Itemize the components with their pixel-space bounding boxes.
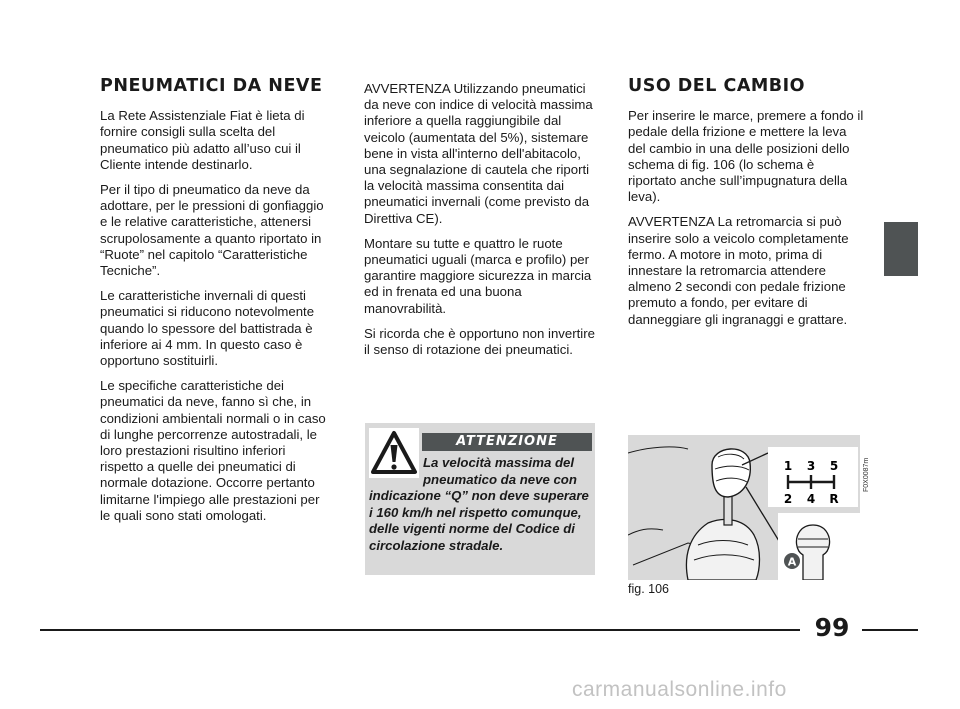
attention-text-block: [369, 455, 591, 554]
gear-3-label: 3: [806, 459, 816, 473]
warning-note-paragraph: AVVERTENZA Utilizzando pneumatici da neve con indice di velocità massima inferiore a quella raggiungibile dal veicolo (aumentata del 5%), sistemare bene in vista all'interno dell'abitacolo, una segnalazione di cautela che riporti la velocità massima consentita dai pneumatici invernali (come previsto da Direttiva CE).: [364, 81, 593, 226]
snow-tyres-section: [100, 78, 332, 533]
footer-rule-left: [40, 629, 800, 631]
snow-tyres-paragraph-2: Per il tipo di pneumatico da neve da adottare, per le pressioni di gonfiaggio e le relative caratteristiche, attenersi scrupolosamente a quanto riportato in “Ruote” nel capitolo “Caratteristiche Tecniche”.: [100, 182, 324, 279]
chapter-tab: [884, 222, 918, 276]
footer-rule-right: [862, 629, 918, 631]
gear-lever-illustration: [628, 435, 860, 580]
gearbox-paragraph-2: AVVERTENZA La retromarcia si può inserire solo a veicolo completamente fermo. A motore in moto, prima di innestare la retromarcia attendere almeno 2 secondi con pedale frizione premuto a fondo, per evitare di danneggiare gli ingranaggi e grattare.: [628, 214, 849, 327]
attention-box: [365, 423, 595, 575]
gearbox-section: [628, 78, 864, 337]
watermark: carmanualsonline.info: [572, 678, 787, 701]
gearbox-heading: USO DEL CAMBIO: [628, 76, 806, 96]
figure-code: F0X0087m: [863, 457, 870, 492]
snow-tyres-paragraph-3: Le caratteristiche invernali di questi pneumatici si riducono notevolmente quando lo spessore del battistrada è inferiore ai 4 mm. In questo caso è opportuno sostituirli.: [100, 288, 315, 369]
gearbox-paragraph-1: Per inserire le marce, premere a fondo il pedale della frizione e mettere la leva del cambio in una delle posizioni dello schema di fig. 106 (lo schema è riportato anche sull’impugnatura della leva).: [628, 108, 864, 205]
page-number: 99: [814, 613, 850, 642]
gear-2-label: 2: [783, 492, 793, 506]
figure-caption: fig. 106: [628, 582, 670, 596]
snow-tyres-heading: PNEUMATICI DA NEVE: [100, 76, 323, 96]
gear-lever-figure: [628, 435, 860, 580]
attention-title: ATTENZIONE: [422, 433, 592, 451]
marker-a-label: A: [787, 555, 797, 569]
tyres-mount-paragraph: Montare su tutte e quattro le ruote pneumatici uguali (marca e profilo) per garantire maggiore sicurezza in marcia ed in frenata ed una buona manovrabilità.: [364, 235, 592, 316]
snow-tyres-paragraph-4: Le specifiche caratteristiche dei pneumatici da neve, fanno sì che, in condizioni ambientali normali o in caso di lunghe percorrenze autostradali, le loro prestazioni risultino inferiori rispetto a quelle dei pneumatici di normale dotazione. Occorre pertanto limitarne l'impiego alle prestazioni per le quali sono stati omologati.: [100, 378, 326, 523]
snow-tyres-continued: [364, 81, 596, 367]
rotation-paragraph: Si ricorda che è opportuno non invertire il senso di rotazione dei pneumatici.: [364, 325, 595, 358]
gear-5-label: 5: [829, 459, 839, 473]
attention-text: La velocità massima del pneumatico da neve con indicazione “Q” non deve superare i 160 km/h nel rispetto comunque, delle vigenti norme del Codice di circolazione stradale.: [369, 455, 589, 553]
gear-r-label: R: [829, 492, 839, 506]
snow-tyres-paragraph-1: La Rete Assistenziale Fiat è lieta di fornire consigli sulla scelta del pneumatico più adatto all’uso cui il Cliente intende destinarlo.: [100, 108, 305, 172]
gear-4-label: 4: [806, 492, 816, 506]
gear-1-label: 1: [783, 459, 793, 473]
